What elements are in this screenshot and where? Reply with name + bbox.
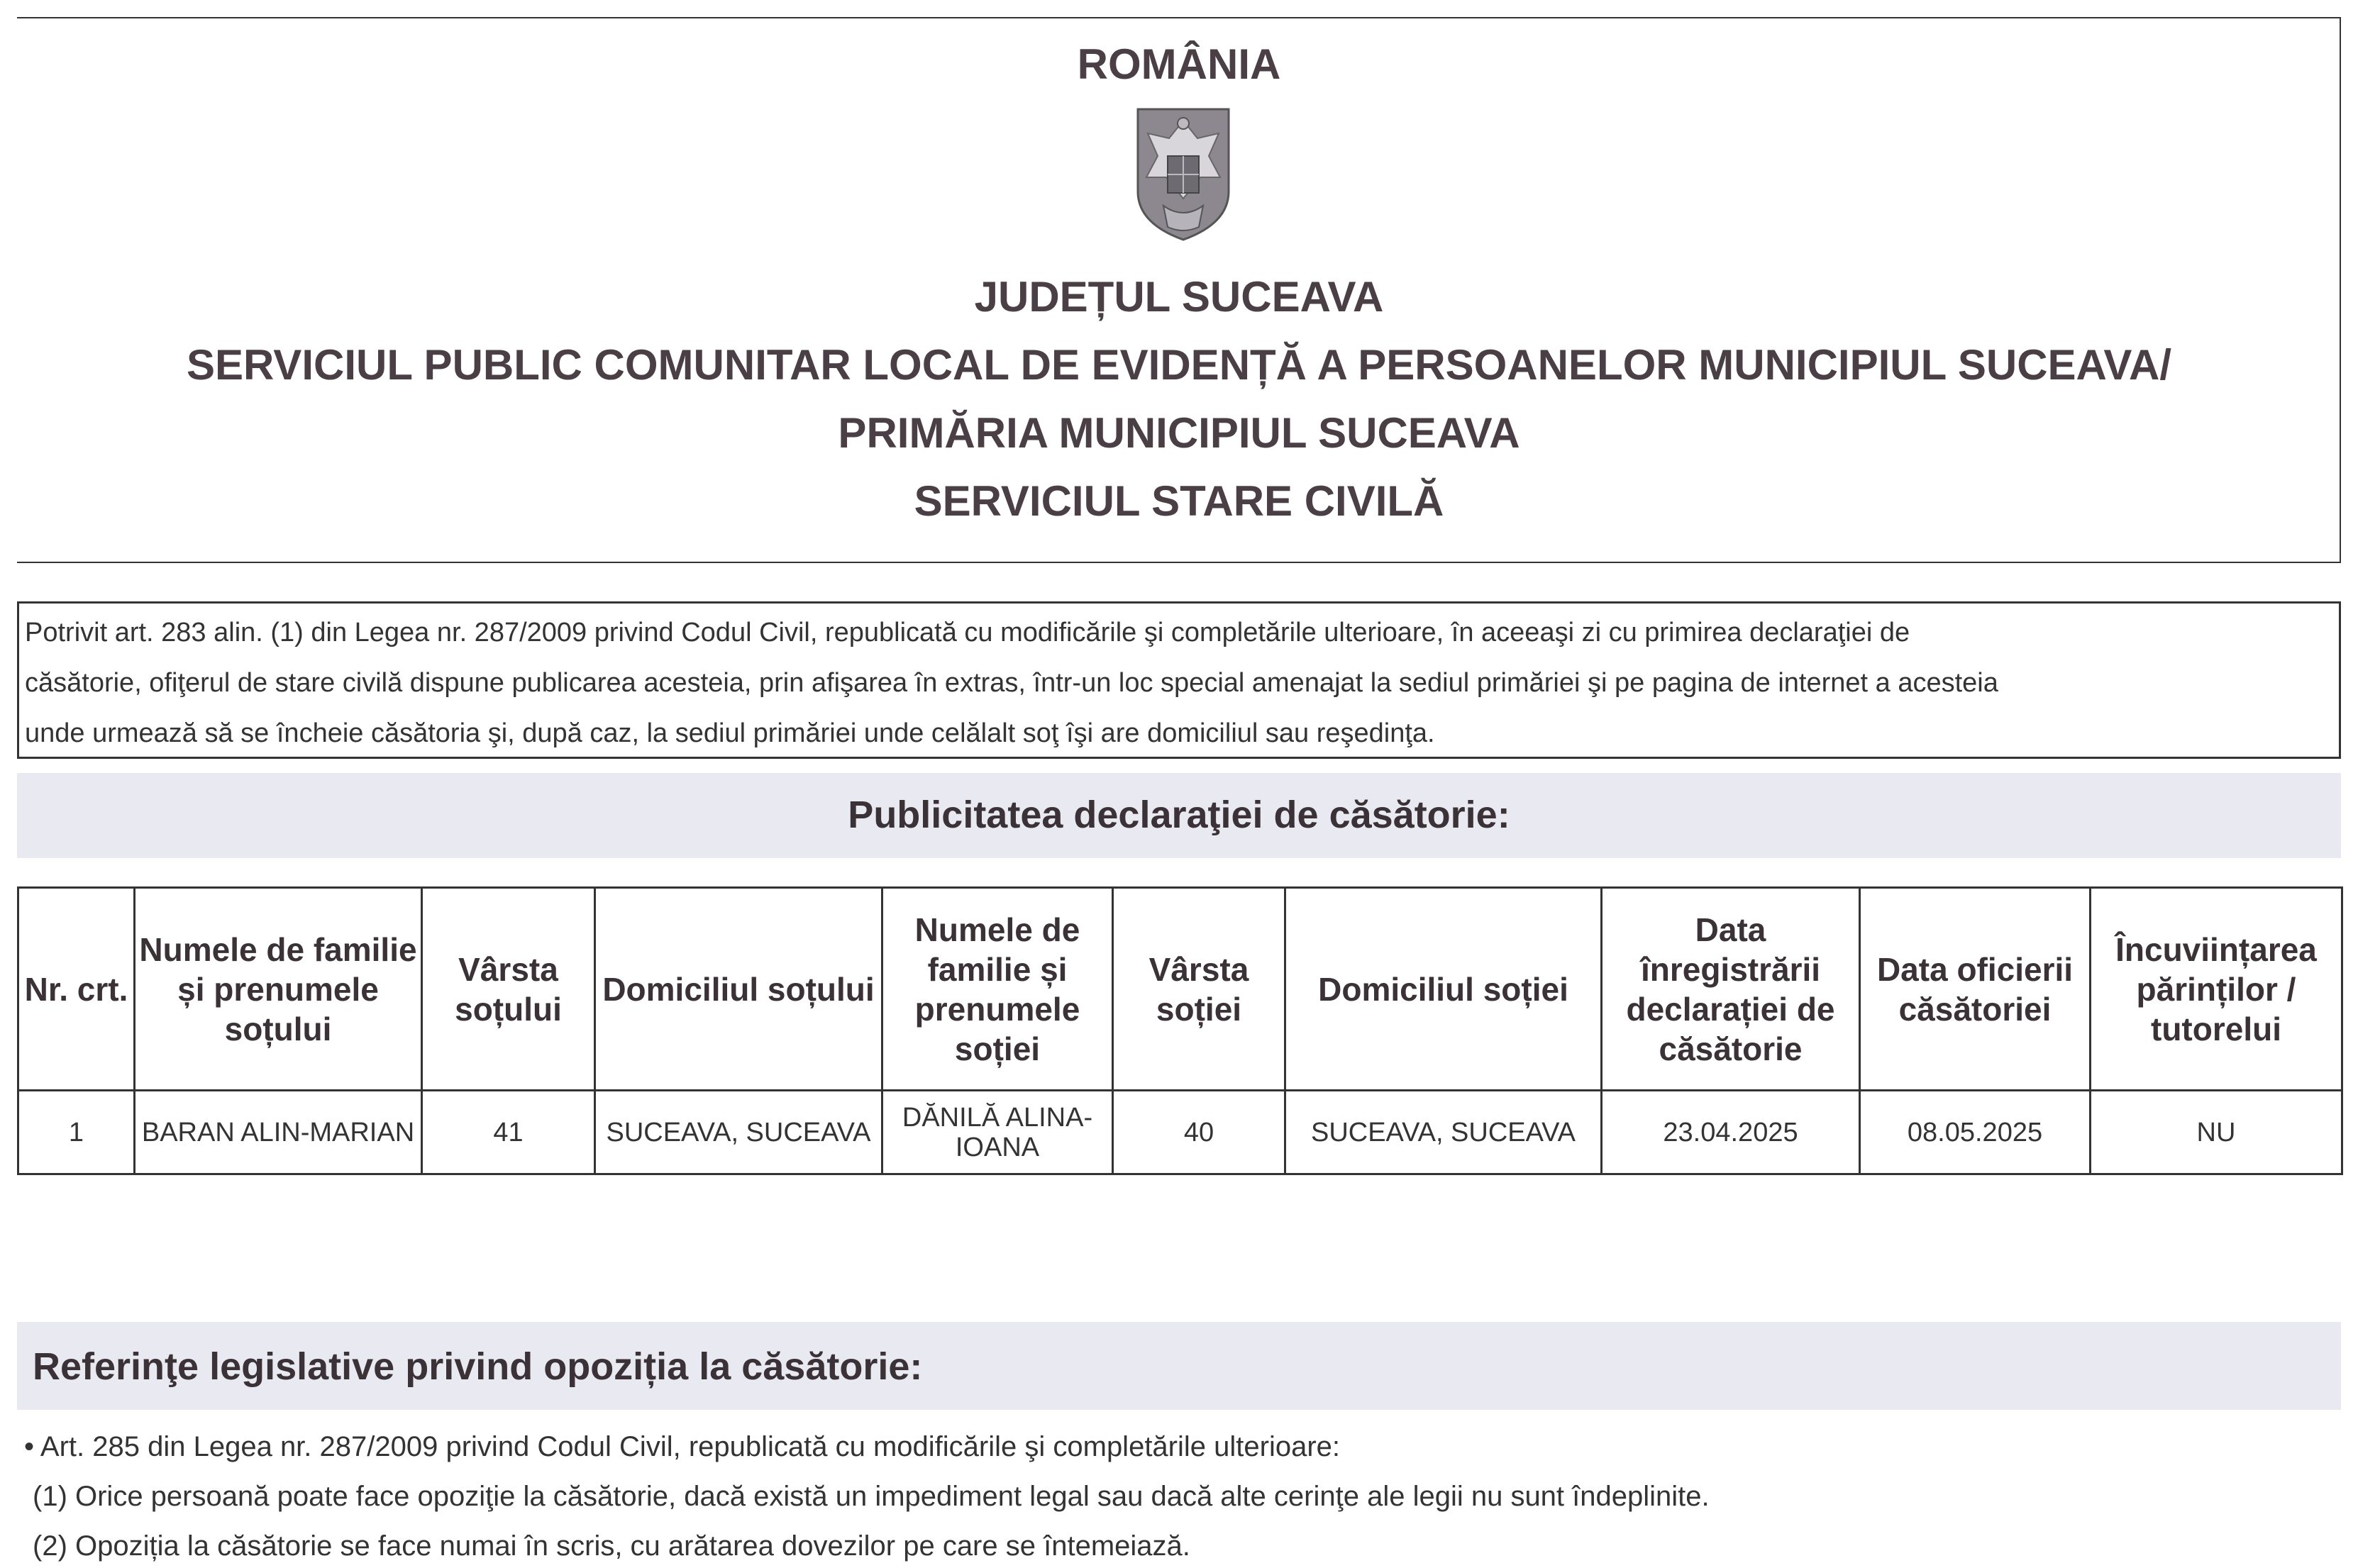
country-title: ROMÂNIA	[1077, 40, 1281, 88]
table-header-row	[18, 888, 2342, 1091]
col-header: Vârsta soției	[1113, 888, 1285, 1091]
notice-line: unde urmează să se încheie căsătoria şi, după caz, la sediul primăriei unde celălalt soţ îşi are domiciliul sau reşedinţa.	[25, 718, 1435, 748]
table-row	[18, 1091, 2342, 1174]
cell-husband-address: SUCEAVA, SUCEAVA	[595, 1091, 882, 1174]
col-header: Vârsta soțului	[422, 888, 595, 1091]
cell-husband-name: BARAN ALIN-MARIAN	[135, 1091, 422, 1174]
marriage-declarations-table	[17, 886, 2343, 1175]
col-header: Numele de familie și prenumele soțului	[135, 888, 422, 1091]
cell-wife-name: DĂNILĂ ALINA-IOANA	[882, 1091, 1113, 1174]
col-header: Numele de familie și prenumele soției	[882, 888, 1113, 1091]
notice-line: Potrivit art. 283 alin. (1) din Legea nr. 287/2009 privind Codul Civil, republicată cu modificările şi completările ulterioare, în aceeaşi zi cu primirea declaraţiei de	[25, 618, 1910, 647]
legal-notice	[17, 601, 2341, 759]
col-header: Domiciliul soției	[1285, 888, 1602, 1091]
col-header: Nr. crt.	[18, 888, 135, 1091]
cell-husband-age: 41	[422, 1091, 595, 1174]
reference-line: (2) Opoziția la căsătorie se face numai în scris, cu arătarea dovezilor pe care se întemeiază.	[33, 1530, 1190, 1562]
service-title-line2: PRIMĂRIA MUNICIPIUL SUCEAVA	[838, 409, 1520, 457]
cell-registration-date: 23.04.2025	[1602, 1091, 1860, 1174]
cell-consent: NU	[2091, 1091, 2342, 1174]
references-title: Referinţe legislative privind opoziția la căsătorie:	[33, 1345, 923, 1388]
cell-ceremony-date: 08.05.2025	[1860, 1091, 2091, 1174]
cell-wife-address: SUCEAVA, SUCEAVA	[1285, 1091, 1602, 1174]
col-header: Data oficierii căsătoriei	[1860, 888, 2091, 1091]
cell-nr: 1	[18, 1091, 135, 1174]
col-header: Domiciliul soțului	[595, 888, 882, 1091]
reference-line: (1) Orice persoană poate face opoziţie la căsătorie, dacă există un impediment legal sau dacă alte cerinţe ale legii nu sunt îndeplinite.	[33, 1481, 1710, 1512]
publication-title: Publicitatea declaraţiei de căsătorie:	[848, 794, 1510, 836]
county-title: JUDEȚUL SUCEAVA	[974, 273, 1384, 321]
notice-line: căsătorie, ofiţerul de stare civilă dispune publicarea acesteia, prin afişarea în extras, într-un loc special amenajat la sediul primăriei şi pe pagina de internet a acesteia	[25, 668, 1998, 698]
service-title-line1: SERVICIUL PUBLIC COMUNITAR LOCAL DE EVIDENȚĂ A PERSOANELOR MUNICIPIUL SUCEAVA/	[187, 341, 2171, 389]
cell-wife-age: 40	[1113, 1091, 1285, 1174]
col-header: Data înregistrării declarației de căsătorie	[1602, 888, 1860, 1091]
romanian-coat-of-arms-icon	[1135, 106, 1231, 241]
service-title-line3: SERVICIUL STARE CIVILĂ	[914, 477, 1444, 525]
col-header: Încuviințarea părinților / tutorelui	[2091, 888, 2342, 1091]
reference-line: • Art. 285 din Legea nr. 287/2009 privind Codul Civil, republicată cu modificările şi completările ulterioare:	[24, 1431, 1340, 1462]
